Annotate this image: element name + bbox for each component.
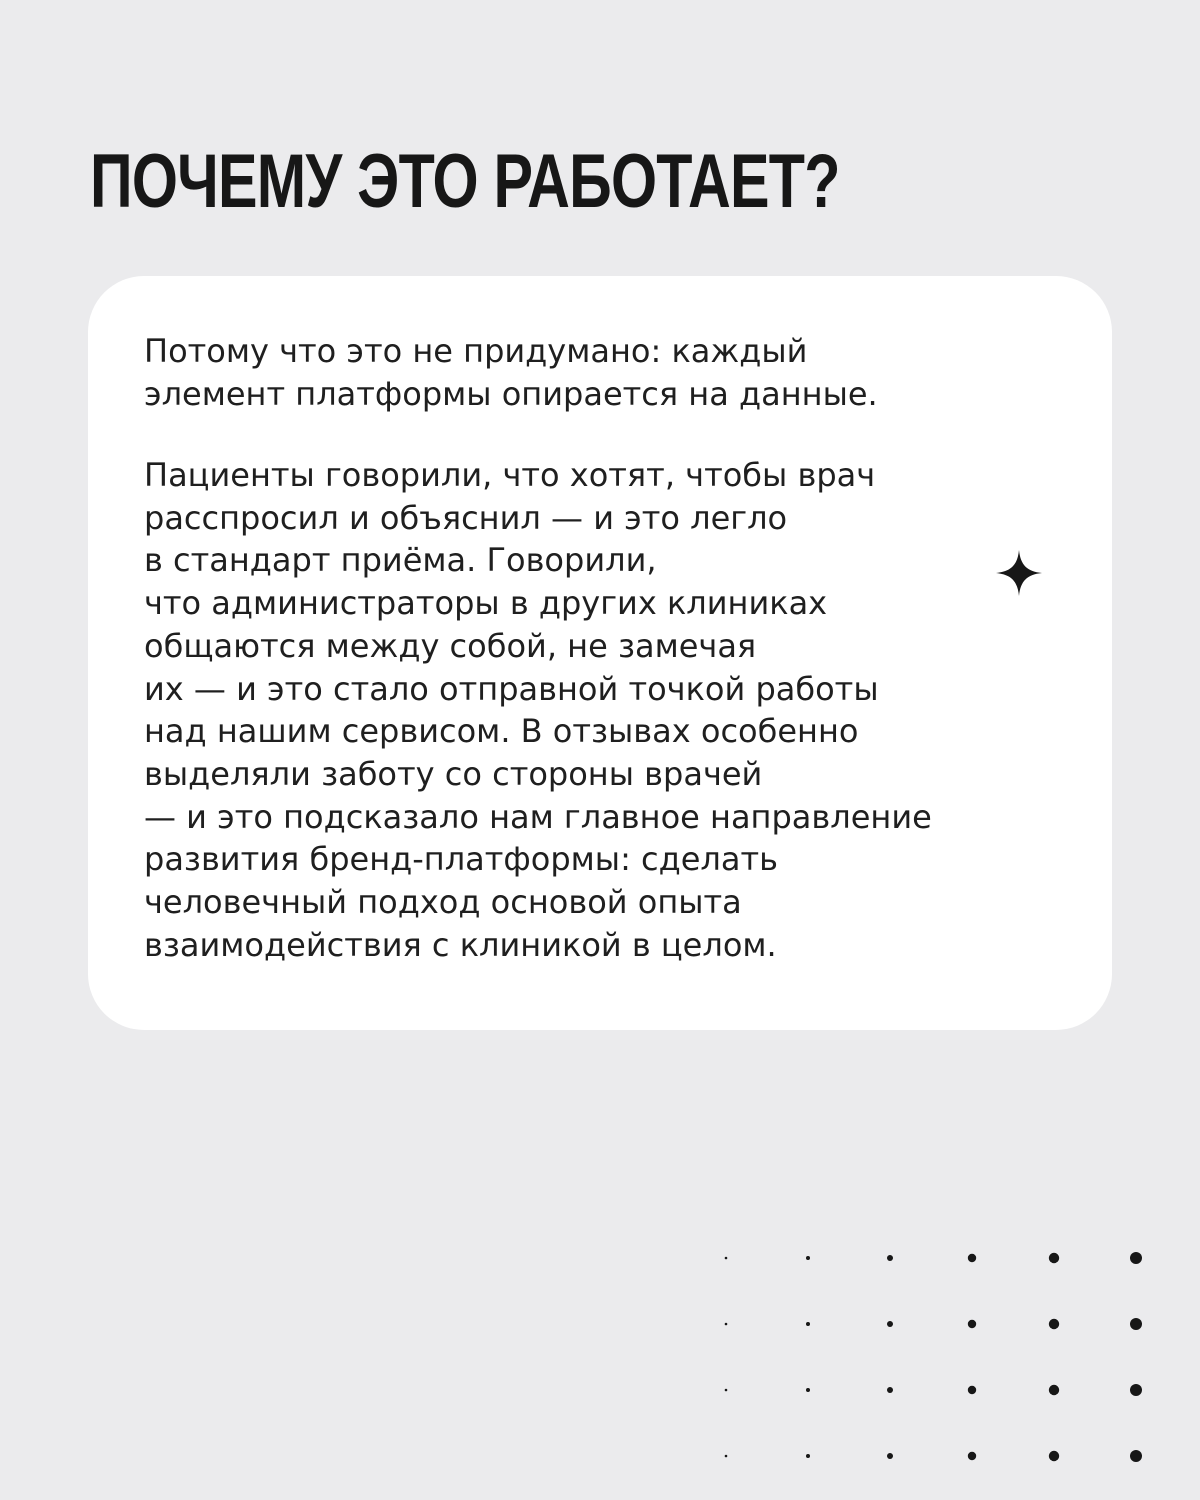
grid-dot — [806, 1256, 810, 1260]
grid-dot — [806, 1454, 810, 1458]
text-line: человечный подход основой опыта — [144, 883, 742, 922]
grid-dot — [725, 1389, 728, 1392]
grid-dot — [887, 1255, 893, 1261]
text-line: общаются между собой, не замечая — [144, 626, 757, 665]
grid-dot — [1049, 1253, 1059, 1263]
dot-grid-icon — [700, 1230, 1180, 1490]
grid-dot — [1049, 1319, 1059, 1329]
page-title: ПОЧЕМУ ЭТО РАБОТАЕТ? — [90, 139, 840, 224]
four-point-star-icon — [996, 550, 1042, 596]
text-line: над нашим сервисом. В отзывах особенно — [144, 712, 859, 751]
text-line: их — и это стало отправной точкой работы — [144, 669, 879, 708]
grid-dot — [1049, 1385, 1059, 1395]
grid-dot — [887, 1387, 893, 1393]
text-line: что администраторы в других клиниках — [144, 584, 828, 623]
grid-dot — [968, 1254, 976, 1262]
grid-dot — [887, 1321, 893, 1327]
grid-dot — [725, 1455, 728, 1458]
paragraph-details — [144, 454, 932, 966]
grid-dot — [1130, 1450, 1142, 1462]
text-line: развития бренд-платформы: сделать — [144, 840, 778, 879]
text-line: элемент платформы опирается на данные. — [144, 374, 878, 413]
grid-dot — [968, 1386, 976, 1394]
grid-dot — [968, 1320, 976, 1328]
grid-dot — [1130, 1384, 1142, 1396]
text-line: — и это подсказало нам главное направление — [144, 797, 932, 836]
text-line: взаимодействия с клиникой в целом. — [144, 925, 777, 964]
grid-dot — [1049, 1451, 1059, 1461]
text-line: в стандарт приёма. Говорили, — [144, 541, 657, 580]
grid-dot — [806, 1388, 810, 1392]
text-line: расспросил и объяснил — и это легло — [144, 498, 788, 537]
grid-dot — [725, 1257, 728, 1260]
grid-dot — [1130, 1318, 1142, 1330]
paragraph-intro — [144, 330, 878, 415]
text-line: Потому что это не придумано: каждый — [144, 332, 808, 370]
text-line: Пациенты говорили, что хотят, чтобы врач — [144, 456, 876, 494]
grid-dot — [968, 1452, 976, 1460]
grid-dot — [887, 1453, 893, 1459]
grid-dot — [725, 1323, 728, 1326]
grid-dot — [806, 1322, 810, 1326]
text-card — [88, 276, 1112, 1030]
grid-dot — [1130, 1252, 1142, 1264]
text-line: выделяли заботу со стороны врачей — [144, 754, 763, 793]
